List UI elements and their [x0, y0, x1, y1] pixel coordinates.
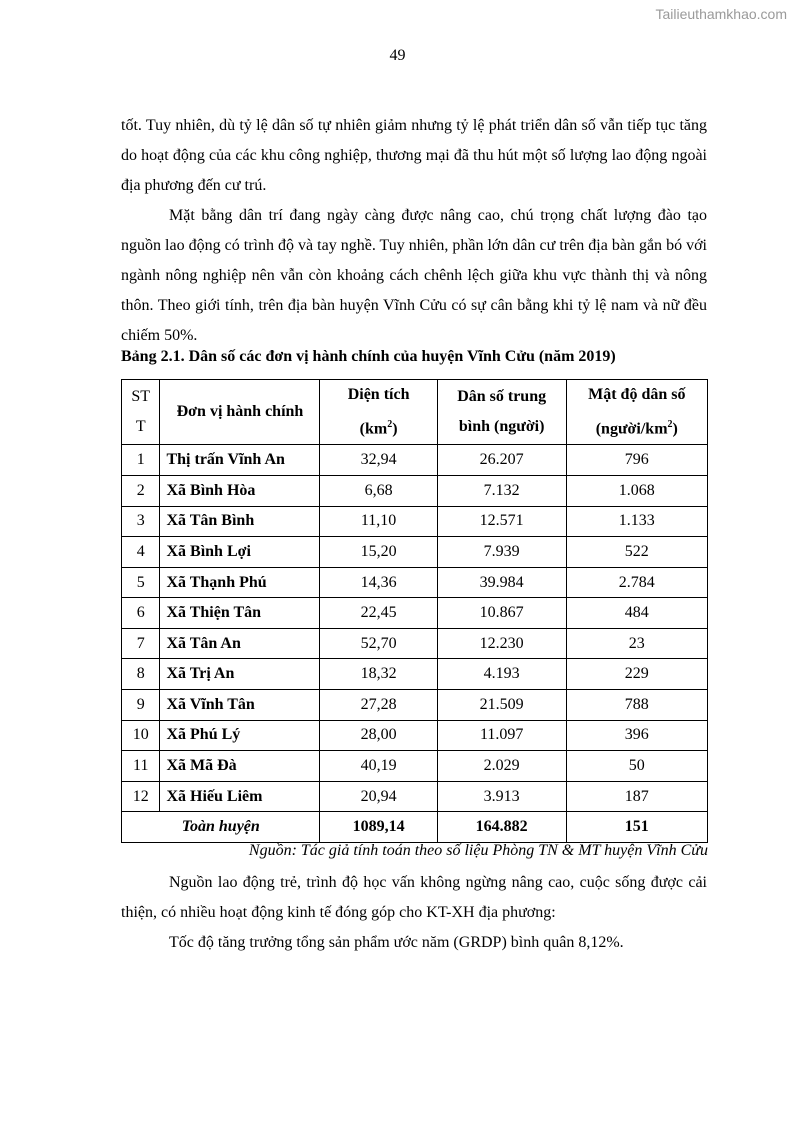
cell-stt: 6 [122, 598, 160, 629]
header-area-label: Diện tích [347, 386, 410, 403]
cell-population: 2.029 [437, 751, 566, 782]
header-area-unit-close: ) [392, 420, 398, 438]
table-row [122, 751, 708, 782]
header-area [320, 380, 437, 445]
cell-stt: 9 [122, 690, 160, 721]
cell-population: 26.207 [437, 445, 566, 476]
table-total-row [122, 812, 708, 843]
cell-density: 1.133 [566, 506, 707, 537]
paragraph-education [121, 201, 707, 351]
total-density: 151 [566, 812, 707, 843]
table-row [122, 720, 708, 751]
cell-name: Xã Bình Lợi [160, 537, 320, 568]
cell-population: 21.509 [437, 690, 566, 721]
cell-name: Xã Tân An [160, 628, 320, 659]
cell-name: Xã Tân Bình [160, 506, 320, 537]
cell-stt: 7 [122, 628, 160, 659]
cell-name: Thị trấn Vĩnh An [160, 445, 320, 476]
cell-population: 7.939 [437, 537, 566, 568]
cell-area: 14,36 [320, 567, 437, 598]
paragraph-2-text: Mặt bằng dân trí đang ngày càng được nâng cao, chú trọng chất lượng đào tạo nguồn lao động có trình độ và tay nghề. Tuy nhiên, phần lớn dân cư trên địa bàn gắn bó với ngành nông nghiệp nên vẫn còn khoảng cách chênh lệch giữa khu vực thành thị và nông thôn. Theo giới tính, trên địa bàn huyện Vĩnh Cửu có sự cân bằng khi tỷ lệ nam và nữ đều chiếm 50%. [121, 207, 707, 344]
cell-area: 28,00 [320, 720, 437, 751]
cell-population: 39.984 [437, 567, 566, 598]
header-density [566, 380, 707, 445]
population-table [121, 379, 708, 843]
cell-area: 22,45 [320, 598, 437, 629]
header-pop-line1: Dân số trung [457, 388, 547, 406]
cell-population: 4.193 [437, 659, 566, 690]
table-row [122, 659, 708, 690]
cell-area: 27,28 [320, 690, 437, 721]
cell-population: 7.132 [437, 475, 566, 506]
header-area-unit: (km [359, 420, 388, 438]
cell-stt: 3 [122, 506, 160, 537]
cell-name: Xã Mã Đà [160, 751, 320, 782]
cell-area: 18,32 [320, 659, 437, 690]
cell-area: 40,19 [320, 751, 437, 782]
cell-stt: 2 [122, 475, 160, 506]
table-row [122, 690, 708, 721]
header-dens-unit: (người/km [595, 420, 668, 438]
cell-population: 10.867 [437, 598, 566, 629]
cell-density: 23 [566, 628, 707, 659]
table-row [122, 475, 708, 506]
cell-density: 396 [566, 720, 707, 751]
cell-stt: 1 [122, 445, 160, 476]
cell-stt: 5 [122, 567, 160, 598]
table-row [122, 506, 708, 537]
total-area: 1089,14 [320, 812, 437, 843]
cell-density: 788 [566, 690, 707, 721]
header-stt: ST T [122, 380, 160, 445]
cell-density: 229 [566, 659, 707, 690]
cell-stt: 4 [122, 537, 160, 568]
table-caption: Bảng 2.1. Dân số các đơn vị hành chính của huyện Vĩnh Cửu (năm 2019) [121, 348, 616, 365]
paragraph-1-text: tốt. Tuy nhiên, dù tỷ lệ dân số tự nhiên giảm nhưng tỷ lệ phát triển dân số vẫn tiếp tục tăng do hoạt động của các khu công nghiệp, thương mại đã thu hút một số lượng lao động ngoài địa phương đến cư trú. [121, 117, 707, 194]
total-population: 164.882 [437, 812, 566, 843]
table-row [122, 598, 708, 629]
cell-area: 32,94 [320, 445, 437, 476]
cell-area: 20,94 [320, 781, 437, 812]
header-population [437, 380, 566, 445]
cell-name: Xã Thạnh Phú [160, 567, 320, 598]
cell-stt: 12 [122, 781, 160, 812]
cell-stt: 8 [122, 659, 160, 690]
cell-stt: 11 [122, 751, 160, 782]
cell-density: 484 [566, 598, 707, 629]
table-row [122, 445, 708, 476]
paragraph-4-text: Tốc độ tăng trưởng tổng sản phẩm ước năm (GRDP) bình quân 8,12%. [169, 934, 624, 951]
paragraph-continuation [121, 111, 707, 201]
cell-name: Xã Vĩnh Tân [160, 690, 320, 721]
header-area-sup: 2 [387, 419, 393, 430]
table-source: Nguồn: Tác giả tính toán theo số liệu Phòng TN & MT huyện Vĩnh Cửu [248, 842, 708, 859]
paragraph-3-text: Nguồn lao động trẻ, trình độ học vấn không ngừng nâng cao, cuộc sống được cải thiện, có nhiều hoạt động kinh tế đóng góp cho KT-XH địa phương: [121, 874, 707, 921]
header-pop-line2: bình (người) [458, 418, 545, 436]
header-dens-unit-close: ) [672, 420, 678, 438]
cell-area: 11,10 [320, 506, 437, 537]
watermark: Tailieuthamkhao.com [655, 6, 787, 22]
cell-name: Xã Hiếu Liêm [160, 781, 320, 812]
paragraph-grdp [121, 928, 707, 958]
paragraph-labor [121, 868, 707, 928]
cell-population: 12.230 [437, 628, 566, 659]
header-name: Đơn vị hành chính [160, 380, 320, 445]
cell-population: 12.571 [437, 506, 566, 537]
table-row [122, 537, 708, 568]
cell-density: 1.068 [566, 475, 707, 506]
cell-density: 796 [566, 445, 707, 476]
cell-name: Xã Thiện Tân [160, 598, 320, 629]
table-row [122, 628, 708, 659]
header-dens-sup: 2 [667, 419, 673, 430]
total-label: Toàn huyện [122, 812, 320, 843]
cell-name: Xã Phú Lý [160, 720, 320, 751]
cell-stt: 10 [122, 720, 160, 751]
table-row [122, 781, 708, 812]
cell-density: 522 [566, 537, 707, 568]
cell-density: 187 [566, 781, 707, 812]
table-header-row [122, 380, 708, 445]
cell-population: 11.097 [437, 720, 566, 751]
header-dens-label: Mật độ dân số [588, 386, 686, 403]
cell-name: Xã Trị An [160, 659, 320, 690]
cell-density: 50 [566, 751, 707, 782]
page-number: 49 [389, 47, 406, 64]
cell-density: 2.784 [566, 567, 707, 598]
cell-name: Xã Bình Hòa [160, 475, 320, 506]
table-row [122, 567, 708, 598]
cell-area: 15,20 [320, 537, 437, 568]
cell-area: 6,68 [320, 475, 437, 506]
cell-area: 52,70 [320, 628, 437, 659]
cell-population: 3.913 [437, 781, 566, 812]
